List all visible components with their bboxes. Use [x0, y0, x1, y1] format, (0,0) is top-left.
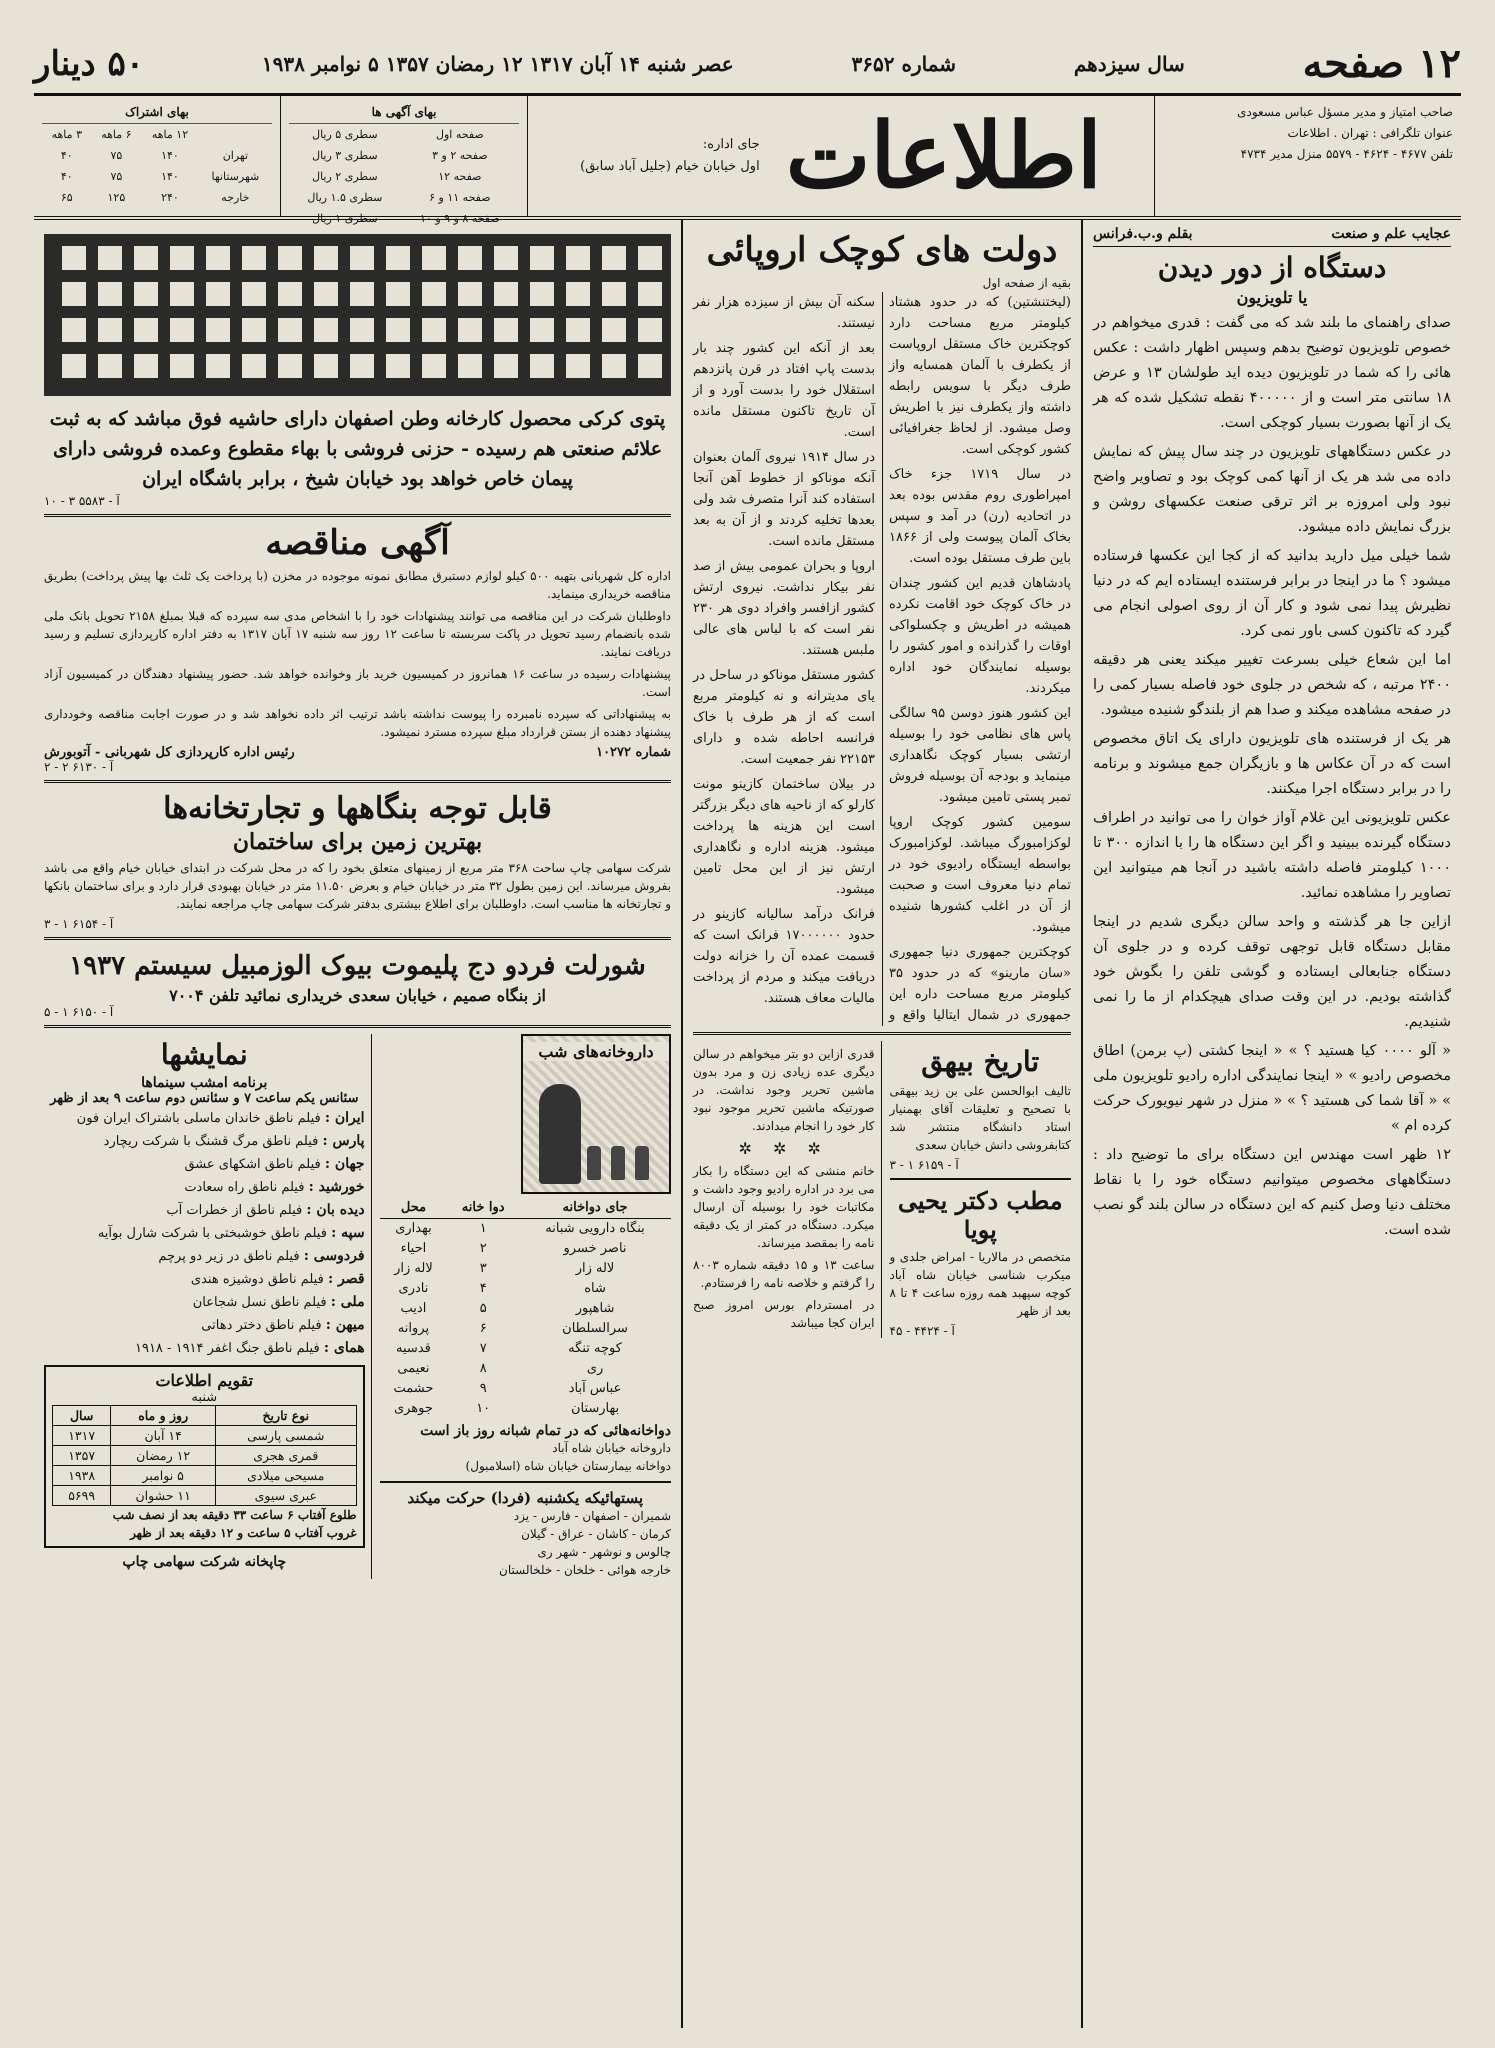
printer-credit: چاپخانه شرکت سهامی چاپ — [122, 1554, 287, 1570]
car-ref: آ - ۶۱۵۰ ۱ - ۵ — [44, 1005, 114, 1019]
pharmacy-note-line: دواخانه بیمارستان خیابان شاه (اسلامبول) — [465, 1459, 671, 1473]
paragraph: در عکس دستگاههای تلویزیون در چند سال پیش که نمایش داده می شد هر یک از آنها کمی کوچک بود و تصاویر واضح نبود ولی امروزه بر اثر ترقی صنعت عکسهای روشن و بزرگ نمایش داده میشود. — [1093, 444, 1451, 535]
page-number: ۱۲ صفحه — [1302, 40, 1461, 87]
sunset: غروب آفتاب ۵ ساعت و ۱۲ دقیقه بعد از ظهر — [130, 1526, 357, 1540]
paragraph: در امستردام بورس امروز صبح ایران کجا میباشد — [693, 1298, 875, 1330]
ads-stack — [890, 1041, 1072, 1338]
publisher-line: تلفن ۴۶۷۷ - ۴۶۲۴ - ۵۵۷۹ منزل مدیر ۴۷۳۴ — [1240, 147, 1453, 161]
cinema-item: خورشید : فیلم ناطق راه سعادت — [184, 1179, 365, 1195]
bottle-icon — [611, 1146, 625, 1180]
cinema-item: قصر : فیلم ناطق دوشیزه هندی — [190, 1271, 365, 1287]
bottle-icon — [635, 1146, 649, 1180]
cinema-item: سپه : فیلم ناطق خوشبختی با شرکت شارل بوآیه — [97, 1225, 365, 1241]
post-title: پستهائیکه یکشنبه (فردا) حرکت میکند — [407, 1489, 644, 1507]
history-title: تاریخ بیهق — [921, 1045, 1040, 1078]
blanket-ad: پتوی کرکی محصول کارخانه وطن اصفهان دارای حاشیه فوق مباشد که به ثبت علائم صنعتی هم رسیده - حزنی فروشی با بهاء مقطوع وعمده فروشی دارای پیمان خاص خواهد بود خیابان شیخ ، برابر باشگاه ایران — [49, 408, 666, 490]
pharmacy-table: جای دواخانه دوا خانه محل بنگاه دارویی شبانه ۱ بهداری ناصر خسرو ۲ احیاء لاله زار ۳ لاله زار شاه ۴ نادری شاهپور ۵ ادیب سرالسلطان ۶ پروانه کوچه تنگه ۷ قدسیه ری ۸ نعیمی عباس آباد ۹ حشمت بهارستان ۱۰ جوهری — [380, 1198, 671, 1419]
paragraph: ازاین جا هر گذشته و واحد سالن دیگری شدیم در اینجا مقابل دستگاه قابل توجهی توقف کرده و در جلوی آن دستگاه جنابعالی ایستاده و گوشی تلفن را بگوش خود گذاشته بودیم. در این وقت صدای هیچکدام از ما را نمی شنیدیم. — [1093, 914, 1451, 1030]
clinic-ref: آ - ۴۴۲۴ - ۴۵ — [889, 1324, 955, 1338]
paragraph: سومین کشور کوچک اروپا لوکزامبورگ میباشد. لوکزامبورک بواسطه ایستگاه رادیوی خود در تمام دنیا معروف است و صحبت از آن در اغلب کشورها شنیده میشود. — [889, 815, 1071, 935]
calendar-box — [44, 1365, 365, 1548]
paragraph: داوطلبان شرکت در این مناقصه می توانند پیشنهادات خود را با اشخاص مدی سه سپرده که قبلا بمبلغ ۲۱۵۸ تحویل بانک ملی شده بانضمام رسید تحویل در پاکت سربسته تا ساعت ۱۲ روز سه شنبه ۱۷ آبان ۱۳۱۷ به دفتر اداره کارپردازی تسلیم و رسید دریافت نمایند. — [44, 609, 672, 659]
paragraph: اداره کل شهربانی بتهیه ۵۰۰ کیلو لوازم دستبرق مطابق نمونه موجوده در مخزن (با پرداخت یک ثلث بها پیش پرداخت) بطریق مناقصه خریداری مینماید. — [44, 569, 671, 601]
paragraph: کوچکترین جمهوری دنیا جمهوری «سان مارینو» که در حدود ۳۵ کیلومتر مربع مساحت داره این جمهوری در شمال ایتالیا واقع و سکنه آن بیش از سیزده هزار نفر نیستند. — [693, 295, 1071, 1023]
cinema-list — [44, 1108, 365, 1359]
calendar-table: نوع تاریخ روز و ماه سال شمسی پارسی ۱۴ آبان ۱۳۱۷ قمری هجری ۱۲ رمضان ۱۳۵۷ مسیحی میلادی ۵ نوامبر ۱۹۳۸ عبری سیوی ۱۱ حشوان ۵۶۹۹ — [52, 1405, 357, 1506]
calendar-day: شنبه — [191, 1390, 218, 1405]
post-line: شمیران - اصفهان - فارس - یزد — [513, 1509, 671, 1523]
car-body: از بنگاه صمیم ، خیابان سعدی خریداری نمائید تلفن ۷۰۰۴ — [169, 986, 546, 1005]
cinema-section — [44, 1034, 372, 1579]
pharmacy-section — [380, 1034, 671, 1579]
top-bar — [34, 40, 1461, 96]
issue-number: شماره ۳۶۵۲ — [851, 51, 957, 76]
paragraph: بعد از آنکه این کشور چند بار بدست پاپ افتاد در قرن پانزدهم استقلال خود را بدست آورد و از آن تاریخ تاکنون مستقل مانده است. — [693, 341, 875, 440]
cinema-item: فردوسی : فیلم ناطق در زیر دو پرچم — [158, 1248, 365, 1264]
land-body: شرکت سهامی چاپ ساحت ۳۶۸ متر مربع از زمینهای متعلق بخود را که در محل شرکت در ابتدای خیابان خیام واقع می باشد بفروش میرساند. این زمین بطول ۳۲ متر در خیابان خیام و بعرض ۱۱.۵۰ متر در خیابان بهبودی قرار دارد و برای ساختمان بانکها و تجارتخانه ها مناسب است. داوطلبان برای اطلاع بیشتری بدفتر شرکت سهامی چاپ مراجعه نمایند. — [44, 861, 671, 911]
paragraph: پیشنهادات رسیده در ساعت ۱۶ همانروز در کمیسیون خرید باز وخوانده خواهد شد. حضور پیشنهاد دهندگان در کمیسیون آزاد است. — [44, 667, 671, 699]
pharmacy-note-line: داروخانه خیابان شاه آباد — [552, 1441, 671, 1455]
article-body — [693, 292, 1071, 1026]
paragraph: ۱۲ ظهر است مهندس این دستگاه برای ما توضیح داد : دستگاههای مخصوص میتوانیم دستگاه خود را با نقاط مختلف دنیا وصل کنیم که این دستگاه در سالن بلند گو نصب شده است. — [1093, 1147, 1451, 1238]
paragraph: این کشور هنوز دوسن ۹۵ سالگی پاس های نظامی خود را بوسیله ارتشی بسیار کوچک نگاهداری مینماید و بودجه آن بوسیله فروش تمبر پستی تامین میشود. — [889, 706, 1072, 805]
cinema-item: ایران : فیلم ناطق خاندان ماسلی باشتراک ایران فون — [76, 1110, 365, 1126]
land-ref: آ - ۶۱۵۴ ۱ - ۳ — [44, 917, 114, 931]
lower-middle — [693, 1041, 1071, 1338]
newspaper-logo: اطلاعات — [785, 103, 1102, 209]
paragraph: در سال ۱۷۱۹ جزء خاک امپراطوری روم مقدس بوده بعد در اتحادیه (رن) در آمد و سپس بخاک آلمان پیوست ولی از ۱۸۶۶ باین طرف مستقل بوده است. — [889, 467, 1071, 566]
paragraph: « آلو ۰۰۰۰ کیا هستید ؟ » « اینجا کشتی (پ برمن) اطاق مخصوص رادیو » « اینجا نمایندگی اداره رادیو تلویزیون ملی » « آقا شما کی هستید ؟ » « منزل در شهر نیویورک حرکت کرده ام » — [1093, 1043, 1452, 1134]
land-title: قابل توجه بنگاهها و تجارتخانه‌ها — [163, 791, 552, 826]
blanket-ad-ref: آ - ۵۵۸۳ ۳ - ۱۰ — [44, 494, 120, 508]
clinic-title: مطب دکتر یحیی پویا — [897, 1186, 1063, 1244]
television-article — [1081, 220, 1461, 2028]
article-title: دستگاه از دور دیدن — [1157, 251, 1387, 284]
paragraph: در بیلان ساختمان کازینو مونت کارلو که از ناحیه های دیگر بزرگتر است این هزینه ها پرداخت میشود. هزینه اداره و نگاهداری ارتش نیز از این محل تامین میشود. — [693, 777, 875, 897]
paragraph: خانم منشی که این دستگاه را بکار می برد در اداره رادیو وجود داشت و مکاتبات خود را بوسیله آن ارسال میکرد. دستگاه در کمتر از یک دقیقه نامه را بمقصد میرساند. — [693, 1164, 875, 1250]
pharmacist-figure — [539, 1084, 581, 1184]
pharmacy-note: دواخانه‌هائی که در تمام شبانه روز باز است — [420, 1423, 671, 1439]
continued-label: بقیه از صفحه اول — [982, 276, 1071, 290]
article-subtitle: یا تلویزیون — [1236, 288, 1308, 307]
publisher-line: صاحب امتیاز و مدیر مسؤل عباس مسعودی — [1237, 105, 1453, 119]
cinema-program: برنامه امشب سینماها — [141, 1075, 268, 1091]
cinema-title: نمایشها — [160, 1038, 248, 1071]
paragraph: اما این شعاع خیلی بسرعت تغییر میکند یعنی هر دقیقه ۲۴۰۰ مرتبه ، که شخص در جلوی خود فاصله بسیار کمی را در صفحه مشاهده میکند و صدا هم از بلندگو شنیده میشود. — [1093, 652, 1451, 718]
paragraph: پادشاهان قدیم این کشور چندان در خاک کوچک خود اقامت نکرده همیشه در اطریش و چکسلواکی اوقات را گذرانده و امور کشور را بوسیله نمایندگان خود اداره میکردند. — [889, 576, 1071, 696]
paragraph: عکس تلویزیونی این غلام آواز خوان را می توانید در اطراف دستگاه گیرنده ببینید و اگر این دستگاه ها را با اندازه ۳۰۰ تا ۱۰۰۰ کیلومتر فاصله داشته باشید در آنجا هم میتوانید این تصاویر را مشاهده نمائید. — [1093, 810, 1451, 901]
history-ref: آ - ۶۱۵۹ ۱ - ۳ — [889, 1158, 959, 1172]
tender-ref: آ - ۶۱۳۰ ۲ - ۲ — [44, 760, 114, 774]
cinema-showtimes: سئانس یکم ساعت ۷ و سئانس دوم ساعت ۹ بعد از ظهر — [50, 1091, 359, 1106]
article-title: دولت های کوچک اروپائی — [706, 230, 1058, 270]
date-line: عصر شنبه ۱۴ آبان ۱۳۱۷ ۱۲ رمضان ۱۳۵۷ ۵ نوامبر ۱۹۳۸ — [261, 51, 734, 76]
year-label: سال سیزدهم — [1073, 51, 1185, 76]
paragraph: صدای راهنمای ما بلند شد که می گفت : قدری میخواهم در خصوص تلویزیون توضیح بدهم وسپس اظهار داشت : عکس هائی را که شما در تلویزیون دیده اید طولشان ۱۳ و عرض ۱۸ سانتی متر است و از ۴۰۰۰۰۰ نقطه تشکیل شده که هر یک از آنها بصورت بسیار کوچکی است. — [1093, 315, 1452, 431]
cinema-item: پارس : فیلم ناطق مرگ قشنگ با شرکت ریچارد — [103, 1133, 365, 1149]
post-line: چالوس و نوشهر - شهر ری — [537, 1545, 671, 1559]
tender-sign: شماره ۱۰۲۷۲ رئیس اداره کارپردازی کل شهربانی - آتوبورش — [44, 745, 671, 760]
paragraph: ساعت ۱۳ و ۱۵ دقیقه شماره ۸۰۰۳ را گرفتم و خلاصه نامه را فرستادم. — [693, 1258, 875, 1290]
price: ۵۰ دینار — [34, 43, 145, 84]
meander-border-illustration — [44, 234, 671, 396]
paragraph: کشور مستقل موناکو در ساحل در یای مدیترانه و نه کیلومتر مربع است که از هر طرف با خاک فرانسه احاطه شده و دارای ۲۲۱۵۳ نفر جمعیت است. — [693, 668, 875, 767]
subscription-rates: بهای اشتراک ۱۲ ماهه ۶ ماهه ۳ ماهه تهران ۱۴۰ ۷۵ ۴۰ شهرستانها ۱۴۰ ۷۵ ۴۰ خارجه ۲۴۰ ۱۲۵ ۶۵ — [34, 96, 280, 216]
car-title: شورلت فردو دج پلیموت بیوک الوزمبیل سیستم ۱۹۳۷ — [69, 951, 646, 981]
ad-rates: بهای آگهی ها صفحه اول سطری ۵ ریال صفحه ۲ و ۳ سطری ۳ ریال صفحه ۱۲ سطری ۲ ریال صفحه ۱۱ و ۶ سطری ۱.۵ ریال صفحه ۸ و ۹ و ۱۰ سطری ۱ ریال — [280, 96, 528, 216]
calendar-title: تقویم اطلاعات — [155, 1371, 254, 1390]
land-subtitle: بهترین زمین برای ساختمان — [232, 829, 483, 855]
publisher-info — [1154, 96, 1461, 216]
post-line: خارجه هوائی - خلخان - خلخالستان — [499, 1563, 671, 1577]
paragraph: در سال ۱۹۱۴ نیروی آلمان بعنوان آنکه موناکو از خطوط آهن آنجا استفاده کند آنرا متصرف شد ولی بعدها تخلیه کردند و از آن به بعد مستقل مانده است. — [693, 450, 875, 549]
cinema-item: دیده بان : فیلم ناطق از خطرات آب — [166, 1202, 365, 1218]
post-line: کرمان - کاشان - عراق - گیلان — [521, 1527, 671, 1541]
ad-rates-table: صفحه اول سطری ۵ ریال صفحه ۲ و ۳ سطری ۳ ریال صفحه ۱۲ سطری ۲ ریال صفحه ۱۱ و ۶ سطری ۱.۵ ریال صفحه ۸ و ۹ و ۱۰ سطری ۱ ریال — [307, 128, 500, 225]
publisher-line: عنوان تلگرافی : تهران . اطلاعات — [1287, 126, 1453, 140]
subscription-table: ۱۲ ماهه ۶ ماهه ۳ ماهه تهران ۱۴۰ ۷۵ ۴۰ شهرستانها ۱۴۰ ۷۵ ۴۰ خارجه ۲۴۰ ۱۲۵ ۶۵ — [51, 128, 260, 204]
ornament: ✲ ✲ ✲ — [738, 1139, 829, 1158]
cinema-item: ملی : فیلم ناطق نسل شجاعان — [192, 1294, 365, 1310]
article-kicker: عجایب علم و صنعت بقلم و.ب.فرانس — [1093, 226, 1451, 247]
ads-column — [34, 220, 681, 2028]
paragraph: قدری ازاین دو بتر میخواهم در سالن دیگری عده زیادی زن و مرد بدون ماشین تحریر وجود نداشت. در صورتیکه ماشین تحریر موجود نبود کار خود را انجام میدادند. — [693, 1047, 875, 1133]
clinic-desc: متخصص در مالاریا - امراض جلدی و میکرب شناسی خیابان شاه آباد کوچه سپهبد همه روزه ساعت ۴ تا ۸ بعد از ظهر — [889, 1250, 1071, 1318]
paragraph: اروپا و بحران عمومی بیش از صد نفر بیکار نداشت. نیروی ارتش کشور ازافسر وافراد دوی هر ۲۳۰ نفر است که با لباس های عالی ملبس هستند. — [693, 559, 875, 658]
office-address: جای اداره: اول خیابان خیام (جلیل آباد سابق) — [580, 137, 760, 174]
tender-title: آگهی مناقصه — [265, 523, 450, 563]
bottle-icon — [587, 1146, 601, 1180]
cinema-item: میهن : فیلم ناطق دختر دهاتی — [201, 1317, 365, 1333]
radio-note — [693, 1041, 882, 1338]
bottom-section — [44, 1034, 671, 1579]
cinema-item: همای : فیلم ناطق جنگ اغفر ۱۹۱۴ - ۱۹۱۸ — [134, 1340, 365, 1356]
paragraph: به پیشنهاداتی که سپرده نامبرده را پیوست نداشته باشد ترتیب اثر داده نخواهد شد و در صورت اجابت مناقصه وخودداری پیشنهاد دهنده از بستن قرارداد مبلغ سپرده مسترد نمیشود. — [44, 707, 671, 739]
sunrise: طلوع آفتاب ۶ ساعت ۳۳ دقیقه بعد از نصف شب — [112, 1508, 357, 1522]
logo-block — [528, 96, 1154, 216]
pharmacy-illustration: داروخانه‌های شب — [521, 1034, 671, 1194]
small-states-article — [681, 220, 1081, 2028]
paragraph: فرانک درآمد سالیانه کازینو در حدود ۱۷۰۰۰۰۰۰ فرانک است که قسمت عمده آن را خزانه دولت دریافت میکند و مردم از پرداخت مالیات معاف هستند. — [693, 907, 875, 1006]
history-desc: تالیف ابوالحسن علی بن زید بیهقی با تصحیح و تعلیقات آقای بهمنیار استاد دانشگاه منتشر شد کتابفروشی دانش خیابان سعدی — [889, 1084, 1071, 1152]
paragraph: (لیختنشتین) که در حدود هشتاد کیلومتر مربع مساحت دارد کوچکترین خاک مستقل اروپاست از یکطرف با آلمان همسایه واز طرف دیگر با سویس رابطه داشته واز یکطرف نیز با اطریش وصل میشود. از لحاظ جغرافیائی کشور کوچکی است. — [889, 295, 1071, 457]
cinema-item: جهان : فیلم ناطق اشکهای عشق — [184, 1156, 365, 1172]
paragraph: هر یک از فرستنده های تلویزیون دارای یک اتاق مخصوص است که در آن عکاس ها و بازیگران جمع میشوند و برنامه را در برابر دستگاه اجرا میکنند. — [1093, 731, 1451, 797]
paragraph: شما خیلی میل دارید بدانید که از کجا این عکسها فرستاده میشود ؟ ما در اینجا در برابر فرستنده ایستاده ایم که در دنیا نظیرش پیدا نمی شود و کار آن از روی اصولی انجام می گیرد که تاکنون کسی باور نمی کرد. — [1093, 548, 1451, 639]
masthead — [34, 96, 1461, 225]
